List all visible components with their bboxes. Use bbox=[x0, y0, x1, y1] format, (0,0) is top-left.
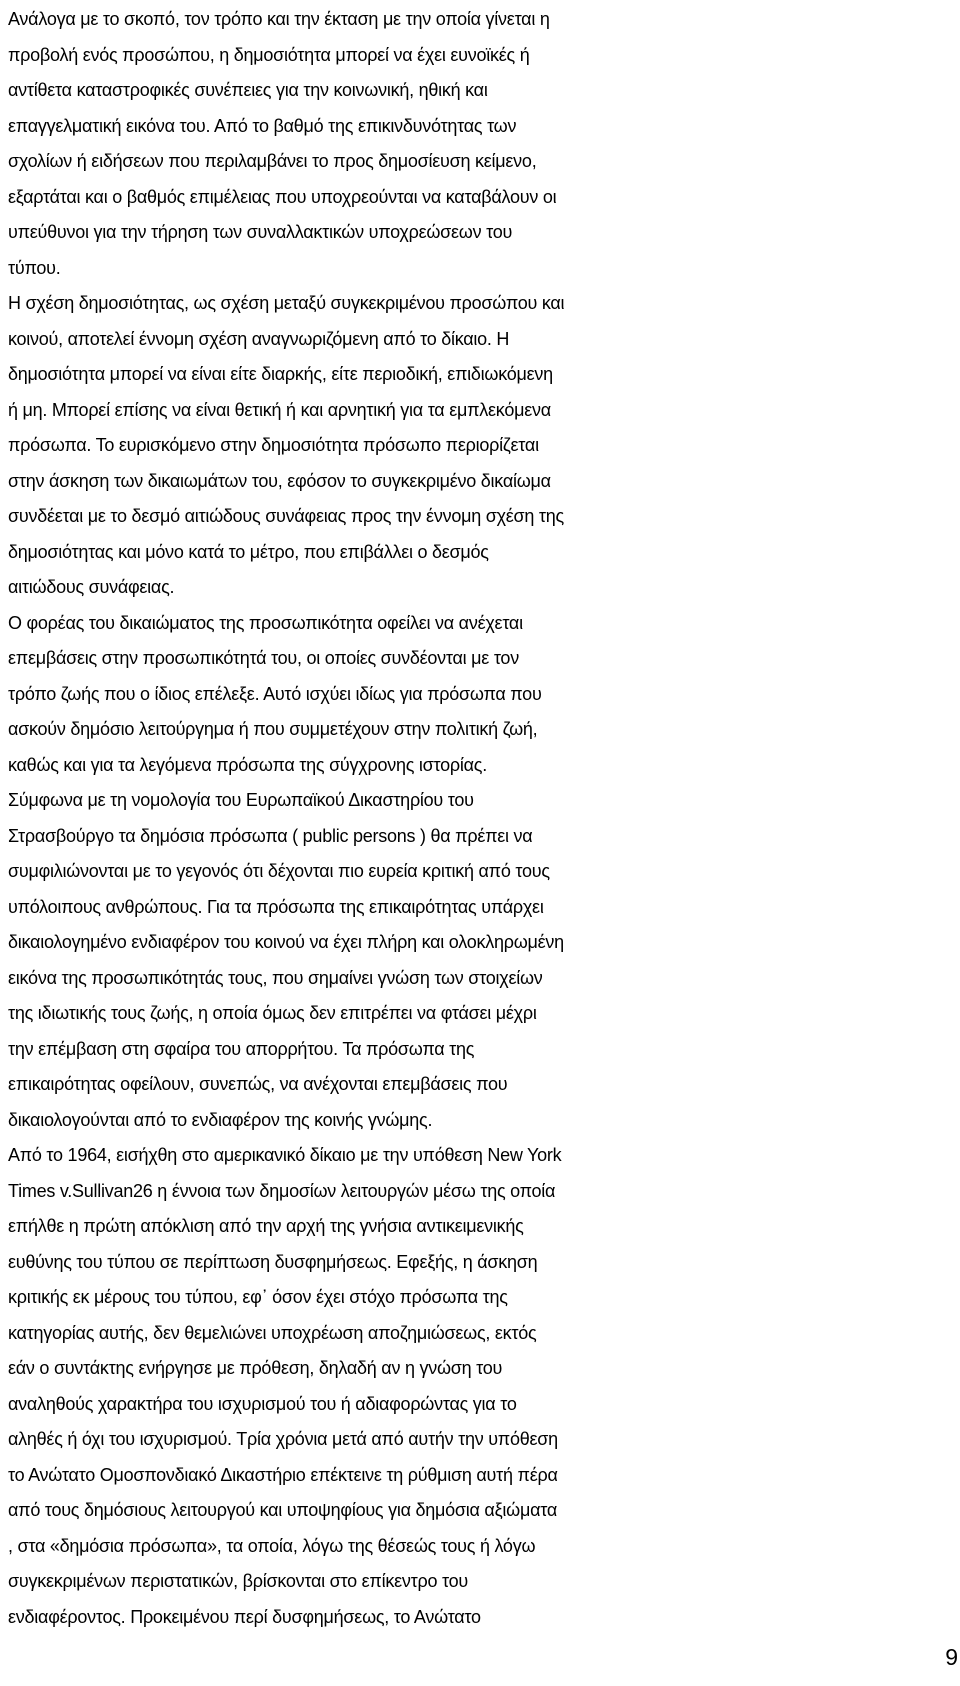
text-line: αληθές ή όχι του ισχυρισμού. Τρία χρόνια μετά από αυτήν την υπόθεση bbox=[8, 1429, 558, 1449]
text-line: Από το 1964, εισήχθη στο αμερικανικό δίκαιο με την υπόθεση New York bbox=[8, 1145, 562, 1165]
text-line: το Ανώτατο Ομοσπονδιακό Δικαστήριο επέκτεινε τη ρύθμιση αυτή πέρα bbox=[8, 1464, 558, 1485]
text-line: συγκεκριμένων περιστατικών, βρίσκονται στο επίκεντρο του bbox=[8, 1571, 468, 1591]
document-body bbox=[8, 0, 952, 1635]
text-line: από τους δημόσιους λειτουργού και υποψηφίους για δημόσια αξιώματα bbox=[8, 1500, 557, 1520]
text-line: επικαιρότητας οφείλουν, συνεπώς, να ανέχονται επεμβάσεις που bbox=[8, 1074, 508, 1094]
text-line: προβολή ενός προσώπου, η δημοσιότητα μπορεί να έχει ευνοϊκές ή bbox=[8, 44, 530, 65]
text-line: αντίθετα καταστροφικές συνέπειες για την κοινωνική, ηθική και bbox=[8, 80, 488, 100]
text-line: δικαιολογούνται από το ενδιαφέρον της κοινής γνώμης. bbox=[8, 1109, 433, 1130]
text-line: σχολίων ή ειδήσεων που περιλαμβάνει το προς δημοσίευση κείμενο, bbox=[8, 151, 537, 171]
text-line: υπόλοιπους ανθρώπους. Για τα πρόσωπα της επικαιρότητας υπάρχει bbox=[8, 896, 544, 917]
text-line: Ανάλογα με το σκοπό, τον τρόπο και την έκταση με την οποία γίνεται η bbox=[8, 9, 550, 29]
text-line: αιτιώδους συνάφειας. bbox=[8, 577, 175, 597]
text-line: αναληθούς χαρακτήρα του ισχυρισμού του ή αδιαφορώντας για το bbox=[8, 1393, 517, 1414]
text-line: , στα «δημόσια πρόσωπα», τα οποία, λόγω της θέσεώς τους ή λόγω bbox=[8, 1535, 536, 1556]
text-line: επαγγελματική εικόνα του. Από το βαθμό της επικινδυνότητας των bbox=[8, 115, 517, 136]
text-line: κριτικής εκ μέρους του τύπου, εφ᾽ όσον έχει στόχο πρόσωπα της bbox=[8, 1287, 508, 1307]
text-line: την επέμβαση στη σφαίρα του απορρήτου. Τα πρόσωπα της bbox=[8, 1038, 475, 1059]
text-line: ενδιαφέροντος. Προκειμένου περί δυσφημήσεως, το Ανώτατο bbox=[8, 1606, 481, 1627]
text-line: Times v.Sullivan26 η έννοια των δημοσίων λειτουργών μέσω της οποία bbox=[8, 1180, 556, 1201]
text-line: Σύμφωνα με τη νομολογία του Ευρωπαϊκού Δικαστηρίου του bbox=[8, 790, 474, 810]
text-line: Στρασβούργο τα δημόσια πρόσωπα ( public persons ) θα πρέπει να bbox=[8, 825, 533, 846]
text-line: κατηγορίας αυτής, δεν θεμελιώνει υποχρέωση αποζημιώσεως, εκτός bbox=[8, 1322, 537, 1343]
text-line: της ιδιωτικής τους ζωής, η οποία όμως δεν επιτρέπει να φτάσει μέχρι bbox=[8, 1003, 537, 1023]
text-line: τύπου. bbox=[8, 257, 61, 278]
text-line: συνδέεται με το δεσμό αιτιώδους συνάφειας προς την έννομη σχέση της bbox=[8, 506, 564, 526]
text-line: Ο φορέας του δικαιώματος της προσωπικότητα οφείλει να ανέχεται bbox=[8, 612, 523, 633]
text-line: συμφιλιώνονται με το γεγονός ότι δέχονται πιο ευρεία κριτική από τους bbox=[8, 861, 550, 881]
text-line: υπεύθυνοι για την τήρηση των συναλλακτικών υποχρεώσεων του bbox=[8, 222, 513, 242]
page-number: 9 bbox=[945, 1644, 958, 1670]
text-line: ή μη. Μπορεί επίσης να είναι θετική ή και αρνητική για τα εμπλεκόμενα bbox=[8, 399, 551, 420]
text-line: εξαρτάται και ο βαθμός επιμέλειας που υποχρεούνται να καταβάλουν οι bbox=[8, 186, 557, 207]
text-line: δικαιολογημένο ενδιαφέρον του κοινού να έχει πλήρη και ολοκληρωμένη bbox=[8, 932, 564, 952]
text-line: επεμβάσεις στην προσωπικότητά του, οι οποίες συνδέονται με τον bbox=[8, 648, 519, 668]
text-line: δημοσιότητας και μόνο κατά το μέτρο, που επιβάλλει ο δεσμός bbox=[8, 541, 489, 562]
text-line: πρόσωπα. Το ευρισκόμενο στην δημοσιότητα πρόσωπο περιορίζεται bbox=[8, 435, 539, 455]
text-line: εικόνα της προσωπικότητάς τους, που σημαίνει γνώση των στοιχείων bbox=[8, 967, 543, 988]
text-line: καθώς και για τα λεγόμενα πρόσωπα της σύγχρονης ιστορίας. bbox=[8, 754, 487, 775]
text-line: τρόπο ζωής που ο ίδιος επέλεξε. Αυτό ισχύει ιδίως για πρόσωπα που bbox=[8, 683, 542, 704]
text-line: ευθύνης του τύπου σε περίπτωση δυσφημήσεως. Εφεξής, η άσκηση bbox=[8, 1251, 538, 1272]
text-line: εάν ο συντάκτης ενήργησε με πρόθεση, δηλαδή αν η γνώση του bbox=[8, 1358, 503, 1378]
text-line: Η σχέση δημοσιότητας, ως σχέση μεταξύ συγκεκριμένου προσώπου και bbox=[8, 293, 565, 313]
text-line: δημοσιότητα μπορεί να είναι είτε διαρκής, είτε περιοδική, επιδιωκόμενη bbox=[8, 364, 553, 384]
text-line: κοινού, αποτελεί έννομη σχέση αναγνωριζόμενη από το δίκαιο. Η bbox=[8, 328, 510, 349]
text-line: επήλθε η πρώτη απόκλιση από την αρχή της γνήσια αντικειμενικής bbox=[8, 1216, 524, 1236]
text-line: στην άσκηση των δικαιωμάτων του, εφόσον το συγκεκριμένο δικαίωμα bbox=[8, 470, 551, 491]
text-line: ασκούν δημόσιο λειτούργημα ή που συμμετέχουν στην πολιτική ζωή, bbox=[8, 719, 538, 739]
